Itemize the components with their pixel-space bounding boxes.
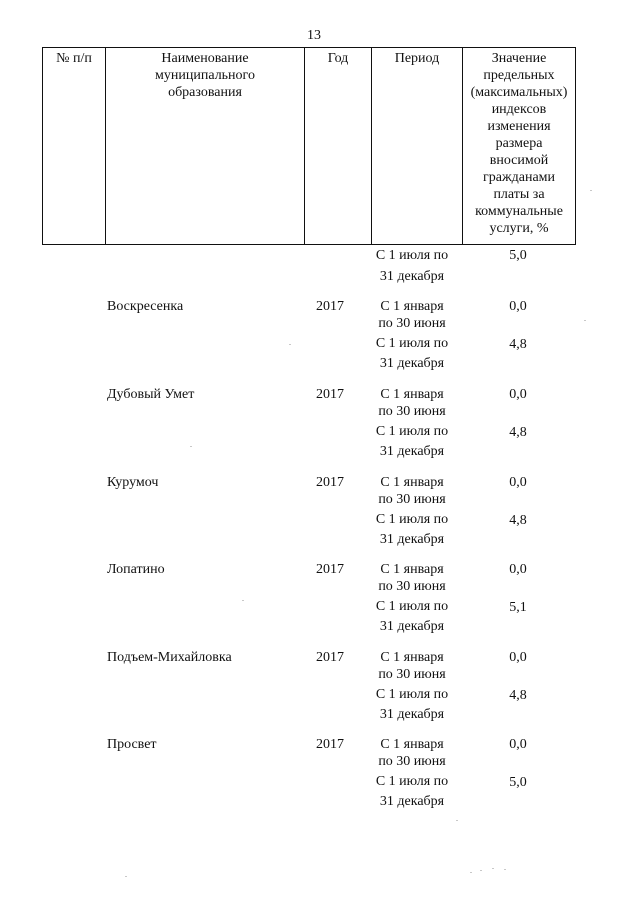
period-line: по 30 июня — [378, 579, 446, 594]
scan-speck — [456, 820, 458, 821]
municipality-name: Воскресенка — [107, 299, 184, 314]
header-municipality-line: муниципального — [155, 68, 255, 83]
period-line: 31 декабря — [379, 619, 445, 634]
header-value-line: предельных — [483, 68, 555, 83]
period-line: С 1 июля по — [375, 687, 449, 702]
period-line: С 1 июля по — [375, 336, 449, 351]
period-line: по 30 июня — [378, 667, 446, 682]
period-line: по 30 июня — [378, 754, 446, 769]
index-value: 4,8 — [509, 513, 527, 528]
period-line: 31 декабря — [379, 707, 445, 722]
period-line: по 30 июня — [378, 404, 446, 419]
period-line: 31 декабря — [379, 794, 445, 809]
period-line: по 30 июня — [378, 492, 446, 507]
index-value: 5,0 — [509, 248, 527, 263]
period-line: 31 декабря — [379, 356, 445, 371]
index-value: 5,1 — [509, 600, 527, 615]
index-value: 4,8 — [509, 688, 527, 703]
scan-speck — [190, 446, 192, 447]
municipality-name: Лопатино — [107, 562, 165, 577]
municipality-name: Подъем-Михайловка — [107, 650, 232, 665]
period-line: С 1 июля по — [375, 248, 449, 263]
header-value-line: изменения — [487, 119, 551, 134]
scan-speck — [242, 600, 244, 601]
municipality-name: Просвет — [107, 737, 157, 752]
header-value-line: услуги, % — [489, 221, 549, 236]
index-value: 0,0 — [509, 387, 527, 402]
period-line: С 1 января — [380, 562, 444, 577]
header-value — [463, 48, 576, 245]
header-value-line: гражданами — [482, 170, 556, 185]
scan-speck — [584, 320, 586, 321]
index-value: 0,0 — [509, 737, 527, 752]
header-municipality — [106, 48, 305, 245]
header-municipality-line: Наименование — [161, 51, 249, 66]
municipality-name: Дубовый Умет — [107, 387, 195, 402]
header-value-line: платы за — [493, 187, 545, 202]
year-cell: 2017 — [316, 387, 344, 402]
scan-speck — [125, 876, 127, 877]
period-line: 31 декабря — [379, 532, 445, 547]
header-municipality-line: образования — [168, 85, 242, 100]
period-line: 31 декабря — [379, 269, 445, 284]
header-value-line: (максимальных) — [470, 85, 568, 100]
period-line: С 1 января — [380, 475, 444, 490]
year-cell: 2017 — [316, 650, 344, 665]
period-line: С 1 января — [380, 737, 444, 752]
period-line: С 1 января — [380, 299, 444, 314]
page-number: 13 — [307, 28, 321, 43]
municipality-name: Курумоч — [107, 475, 159, 490]
table-header — [42, 47, 576, 245]
period-line: С 1 июля по — [375, 424, 449, 439]
period-line: С 1 июля по — [375, 512, 449, 527]
header-number: № п/п — [43, 48, 106, 245]
header-period: Период — [372, 48, 463, 245]
scan-speck — [590, 190, 592, 191]
index-value: 4,8 — [509, 337, 527, 352]
header-value-line: Значение — [491, 51, 547, 66]
year-cell: 2017 — [316, 475, 344, 490]
scan-speck — [504, 869, 506, 870]
period-line: по 30 июня — [378, 316, 446, 331]
index-value: 0,0 — [509, 299, 527, 314]
index-value: 5,0 — [509, 775, 527, 790]
header-value-line: вносимой — [489, 153, 549, 168]
header-value-line: коммунальные — [475, 204, 563, 219]
scan-speck — [480, 870, 482, 871]
period-line: 31 декабря — [379, 444, 445, 459]
index-value: 0,0 — [509, 562, 527, 577]
year-cell: 2017 — [316, 562, 344, 577]
header-value-line: размера — [495, 136, 543, 151]
index-value: 0,0 — [509, 475, 527, 490]
period-line: С 1 января — [380, 650, 444, 665]
header-year: Год — [305, 48, 372, 245]
year-cell: 2017 — [316, 299, 344, 314]
scan-speck — [492, 868, 494, 869]
period-line: С 1 июля по — [375, 774, 449, 789]
period-line: С 1 июля по — [375, 599, 449, 614]
index-value: 0,0 — [509, 650, 527, 665]
scan-speck — [470, 872, 472, 873]
header-value-line: индексов — [491, 102, 547, 117]
scan-speck — [289, 344, 291, 345]
index-value: 4,8 — [509, 425, 527, 440]
year-cell: 2017 — [316, 737, 344, 752]
period-line: С 1 января — [380, 387, 444, 402]
